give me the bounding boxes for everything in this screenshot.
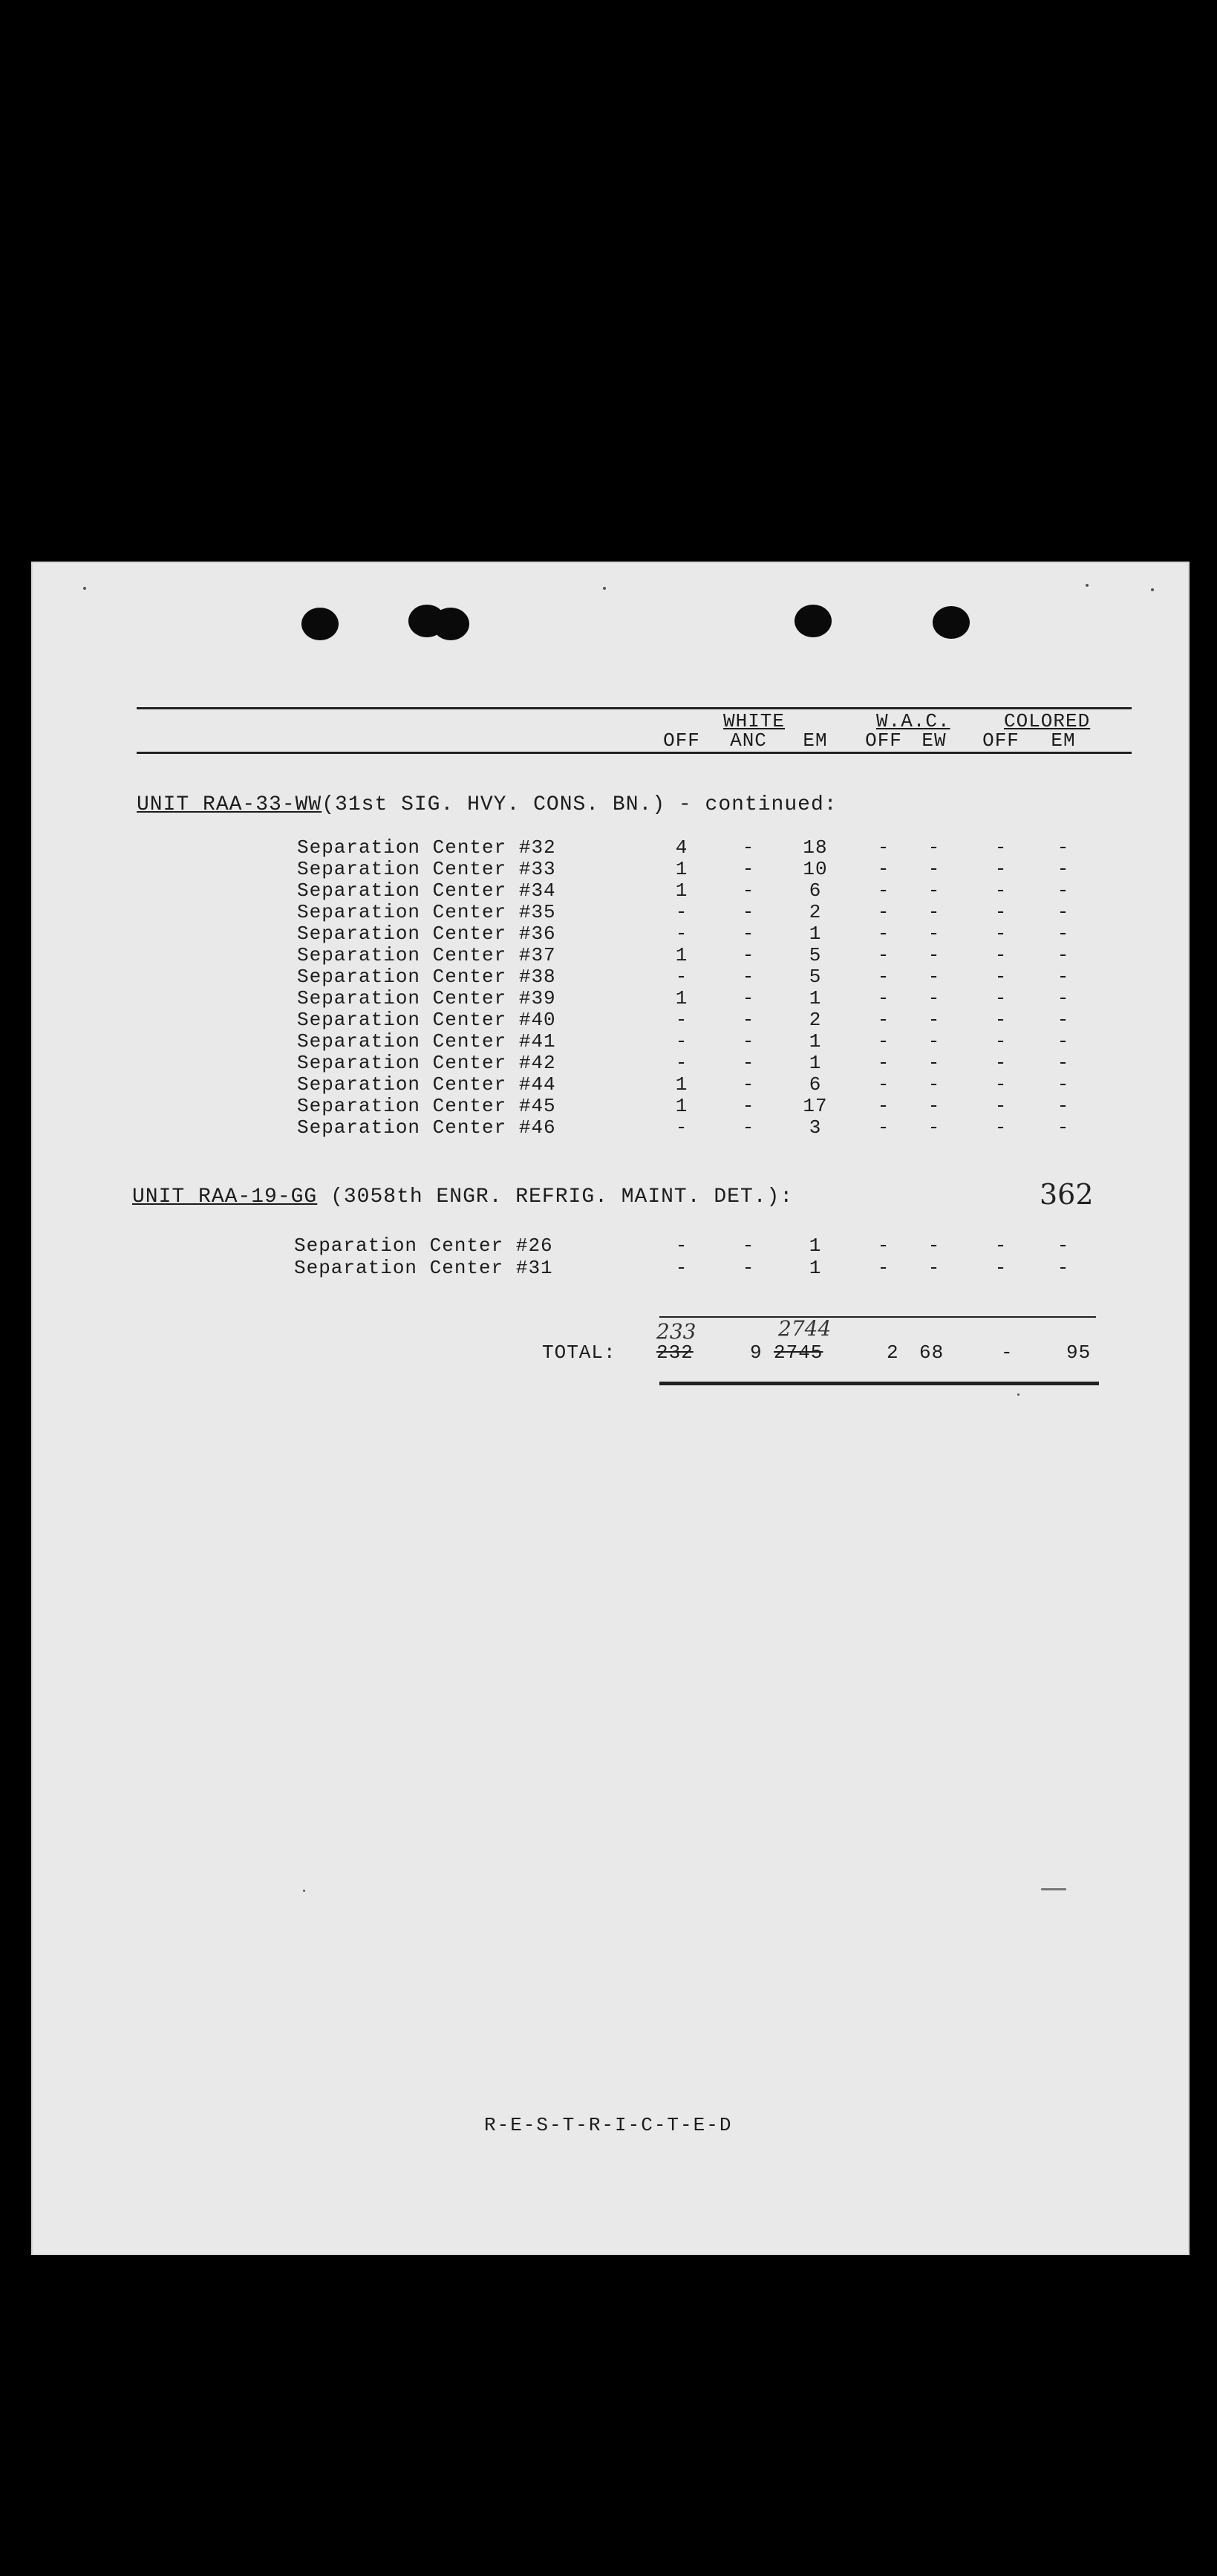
table-cell: -	[927, 1030, 941, 1053]
table-cell: -	[1057, 1095, 1070, 1117]
table-cell: -	[877, 1073, 890, 1096]
table-cell: -	[675, 1009, 688, 1031]
row-label: Separation Center #37	[297, 944, 556, 966]
punch-hole	[301, 608, 339, 640]
table-cell: 5	[809, 966, 822, 988]
total-off-struck: 232	[656, 1341, 694, 1364]
table-cell: -	[675, 966, 688, 988]
table-cell: -	[1057, 1052, 1070, 1074]
table-cell: -	[742, 1052, 755, 1074]
table-cell: 1	[809, 1235, 822, 1257]
table-cell: -	[1057, 1009, 1070, 1031]
table-cell: -	[927, 1052, 941, 1074]
table-cell: -	[742, 923, 755, 945]
table-cell: 2	[809, 1009, 822, 1031]
table-cell: -	[877, 1116, 890, 1139]
table-cell: -	[927, 1073, 941, 1096]
speck	[303, 1890, 305, 1892]
total-wac-ew: 68	[919, 1341, 944, 1364]
table-cell: -	[877, 1095, 890, 1117]
table-cell: 1	[809, 987, 822, 1009]
table-cell: -	[1057, 923, 1070, 945]
column-subheader: ANC	[730, 729, 767, 752]
table-cell: -	[927, 858, 941, 880]
table-cell: -	[1057, 1116, 1070, 1139]
row-label: Separation Center #36	[297, 923, 556, 945]
table-cell: 6	[809, 879, 822, 902]
table-cell: 10	[803, 858, 828, 880]
unit-code: UNIT RAA-33-WW	[137, 793, 322, 816]
table-cell: -	[927, 966, 941, 988]
unit-heading-2	[132, 1185, 793, 1209]
table-cell: -	[927, 944, 941, 966]
restricted-footer: R-E-S-T-R-I-C-T-E-D	[484, 2114, 733, 2136]
row-label: Separation Center #46	[297, 1116, 556, 1139]
total-colored-em: 95	[1066, 1341, 1092, 1364]
column-subheader: OFF	[865, 729, 902, 752]
unit-description: (3058th ENGR. REFRIG. MAINT. DET.):	[330, 1185, 794, 1209]
total-colored-off: -	[1001, 1341, 1014, 1364]
table-cell: -	[1057, 901, 1070, 923]
table-cell: -	[994, 1030, 1008, 1053]
table-cell: -	[994, 1009, 1008, 1031]
table-cell: -	[877, 987, 890, 1009]
table-cell: -	[1057, 1030, 1070, 1053]
table-cell: -	[675, 1116, 688, 1139]
table-cell: -	[877, 1052, 890, 1074]
table-cell: -	[1057, 836, 1070, 859]
table-cell: -	[877, 944, 890, 966]
speck	[1017, 1393, 1019, 1396]
row-label: Separation Center #40	[297, 1009, 556, 1031]
table-cell: -	[742, 879, 755, 902]
table-cell: 1	[675, 987, 688, 1009]
table-cell: -	[675, 1052, 688, 1074]
table-cell: -	[877, 923, 890, 945]
column-subheader: EM	[1051, 729, 1076, 752]
table-cell: -	[927, 836, 941, 859]
table-cell: -	[994, 966, 1008, 988]
table-cell: -	[994, 1095, 1008, 1117]
table-cell: -	[994, 879, 1008, 902]
table-cell: 1	[809, 1030, 822, 1053]
unit-description: (31st SIG. HVY. CONS. BN.) - continued:	[322, 793, 838, 816]
table-cell: -	[994, 923, 1008, 945]
speck	[1086, 584, 1089, 587]
speck	[1151, 588, 1154, 591]
table-cell: -	[877, 1235, 890, 1257]
table-cell: -	[675, 923, 688, 945]
table-cell: -	[877, 836, 890, 859]
table-cell: -	[994, 836, 1008, 859]
table-cell: -	[1057, 944, 1070, 966]
table-cell: -	[994, 944, 1008, 966]
table-cell: -	[675, 901, 688, 923]
speck	[83, 587, 86, 590]
table-cell: -	[675, 1235, 688, 1257]
table-cell: -	[994, 987, 1008, 1009]
table-cell: -	[877, 1257, 890, 1279]
row-label: Separation Center #32	[297, 836, 556, 859]
table-cell: 1	[675, 944, 688, 966]
table-cell: 3	[809, 1116, 822, 1139]
table-cell: -	[742, 1030, 755, 1053]
table-cell: -	[994, 1116, 1008, 1139]
row-label: Separation Center #42	[297, 1052, 556, 1074]
table-cell: 1	[809, 923, 822, 945]
row-label: Separation Center #45	[297, 1095, 556, 1117]
table-cell: -	[742, 1257, 755, 1279]
table-cell: -	[927, 1257, 941, 1279]
punch-hole	[795, 605, 832, 637]
column-subheader: OFF	[982, 729, 1019, 752]
table-cell: 1	[675, 1073, 688, 1096]
table-cell: 1	[675, 858, 688, 880]
speck	[603, 587, 606, 590]
table-cell: -	[742, 1009, 755, 1031]
table-cell: -	[742, 1073, 755, 1096]
row-label: Separation Center #38	[297, 966, 556, 988]
total-label: TOTAL:	[542, 1341, 616, 1364]
table-cell: -	[994, 1073, 1008, 1096]
table-cell: -	[742, 966, 755, 988]
total-em-struck: 2745	[774, 1341, 823, 1364]
table-cell: -	[742, 836, 755, 859]
table-cell: -	[877, 1009, 890, 1031]
punch-hole	[933, 606, 970, 639]
total-em-handwritten: 2744	[778, 1316, 832, 1341]
total-top-rule	[659, 1316, 1096, 1318]
table-cell: -	[927, 1095, 941, 1117]
table-cell: -	[742, 1095, 755, 1117]
column-subheader: EM	[803, 729, 828, 752]
row-label: Separation Center #31	[294, 1257, 553, 1279]
table-cell: -	[877, 901, 890, 923]
row-label: Separation Center #44	[297, 1073, 556, 1096]
table-cell: 5	[809, 944, 822, 966]
table-cell: 1	[675, 1095, 688, 1117]
table-cell: 1	[809, 1052, 822, 1074]
table-cell: -	[927, 1009, 941, 1031]
total-bottom-rule	[659, 1382, 1099, 1385]
row-label: Separation Center #33	[297, 858, 556, 880]
table-cell: -	[994, 858, 1008, 880]
total-anc: 9	[750, 1341, 763, 1364]
table-cell: -	[927, 1235, 941, 1257]
table-cell: 1	[675, 879, 688, 902]
table-cell: -	[927, 901, 941, 923]
table-cell: -	[1057, 987, 1070, 1009]
table-cell: -	[877, 858, 890, 880]
table-cell: -	[927, 1116, 941, 1139]
header-top-rule	[137, 707, 1132, 709]
table-cell: -	[994, 901, 1008, 923]
table-cell: -	[1057, 858, 1070, 880]
table-cell: -	[994, 1257, 1008, 1279]
table-cell: -	[1057, 1257, 1070, 1279]
total-off-handwritten: 233	[656, 1319, 696, 1344]
table-cell: 6	[809, 1073, 822, 1096]
total-wac-off: 2	[887, 1341, 899, 1364]
table-cell: -	[742, 1116, 755, 1139]
table-cell: -	[994, 1052, 1008, 1074]
table-cell: -	[742, 1235, 755, 1257]
table-cell: 4	[675, 836, 688, 859]
row-label: Separation Center #39	[297, 987, 556, 1009]
table-cell: -	[1057, 879, 1070, 902]
table-cell: -	[927, 923, 941, 945]
table-cell: -	[877, 966, 890, 988]
ink-mark	[1041, 1888, 1066, 1890]
table-cell: 18	[803, 836, 828, 859]
column-subheader: EW	[921, 729, 947, 752]
table-cell: -	[742, 901, 755, 923]
table-cell: -	[994, 1235, 1008, 1257]
header-white: WHITE	[723, 710, 786, 732]
table-cell: -	[927, 879, 941, 902]
table-cell: -	[675, 1257, 688, 1279]
unit-heading-1	[137, 793, 838, 816]
punch-hole	[432, 608, 469, 640]
table-cell: -	[1057, 966, 1070, 988]
table-cell: -	[742, 987, 755, 1009]
page-number: 362	[1040, 1178, 1094, 1211]
table-cell: -	[675, 1030, 688, 1053]
unit-code: UNIT RAA-19-GG	[132, 1185, 318, 1209]
table-cell: -	[1057, 1073, 1070, 1096]
table-cell: -	[877, 1030, 890, 1053]
table-cell: -	[877, 879, 890, 902]
header-colored: COLORED	[1004, 710, 1091, 732]
row-label: Separation Center #35	[297, 901, 556, 923]
header-wac: W.A.C.	[876, 710, 950, 732]
row-label: Separation Center #34	[297, 879, 556, 902]
table-cell: 17	[803, 1095, 828, 1117]
table-cell: -	[742, 944, 755, 966]
column-subheader: OFF	[663, 729, 700, 752]
table-cell: 1	[809, 1257, 822, 1279]
table-cell: -	[742, 858, 755, 880]
table-cell: 2	[809, 901, 822, 923]
row-label: Separation Center #26	[294, 1235, 553, 1257]
document-page	[31, 562, 1190, 2255]
header-bottom-rule	[137, 752, 1132, 754]
row-label: Separation Center #41	[297, 1030, 556, 1053]
table-cell: -	[1057, 1235, 1070, 1257]
table-cell: -	[927, 987, 941, 1009]
